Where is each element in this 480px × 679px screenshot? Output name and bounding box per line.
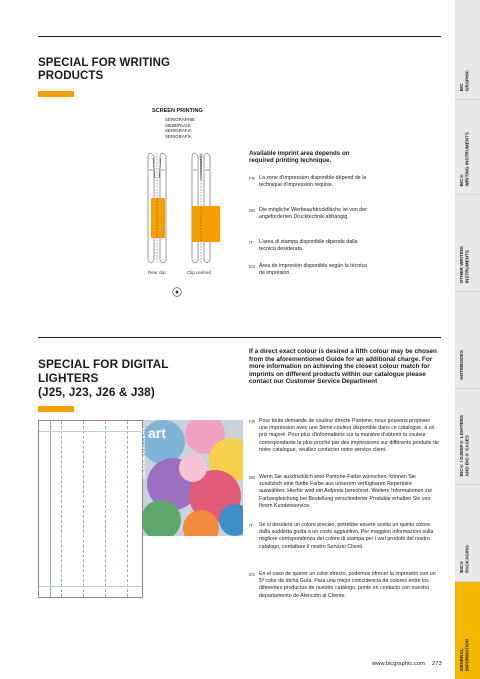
sidebar-tab-general-information[interactable] [455, 582, 480, 679]
section1-title-line2: PRODUCTS [38, 70, 104, 82]
lang-code: ES [249, 264, 256, 269]
sidebar-tab-label: BIC® PACKAGING [459, 545, 470, 573]
sidebar-tab-label: OTHER WRITING INSTRUMENTS [459, 245, 470, 283]
top-rule [38, 36, 441, 37]
lang-code: DE [249, 475, 256, 480]
lang-code: ES [249, 572, 256, 577]
lighter-template [38, 420, 143, 598]
sidebar-tab-other-writing-instruments[interactable] [455, 195, 480, 292]
section2-lang-it [249, 522, 439, 551]
rear-clip-pens [148, 153, 166, 263]
sidebar-tab-notebooks[interactable] [455, 292, 480, 389]
sidebar-tab-bic-writing-instruments[interactable] [455, 100, 480, 195]
section2-title-line1: SPECIAL FOR DIGITAL [38, 357, 169, 371]
footer-page-number: 273 [432, 661, 442, 667]
section1-lang-fr [249, 175, 369, 189]
lang-text: Wenn Sie ausdrücklich eine Pantone-Farbe wünschen, können Sie zusätzlich eine fünfte Farbe aus unserem verfügbaren Repertoire auswählen. Hierfür wird ein Aufpreis berechnet. Weitere Informationen zur Farbangleichung bei Bestellung verschiedener Produkte erhalten Sie von Ihrem Kundenservice. [259, 474, 433, 509]
sidebar-tab-bic-packaging[interactable] [455, 485, 480, 582]
lang-text: La zone d'impression disponible dépend de la technique d'impression requise. [259, 175, 367, 189]
lang-code: IT [249, 240, 253, 245]
template-band [39, 431, 142, 432]
section1-lang-es [249, 263, 369, 277]
section2-note: If a direct exact colour is desired a fifth colour may be chosen from the aforementioned Guide for an additional charge. For more information on achieving the closest colour match for imprints on different products within our catalogue please contact our Customer Service Department [249, 348, 437, 386]
screen-printing-title: SCREEN PRINTING [152, 108, 203, 114]
template-band [39, 586, 142, 587]
lang-text: Pour toute demande de couleur directe Pantone, nous pouvons proposer une impression avec une 5ème couleur disponible dans ce catalogue, à un prix majoré. Pour plus d'informations sur la manière d'obtenir la couleur correspondante la plus proche par des impressions sur différents produits de notre catalogue, veuillez contacter notre service client. [259, 418, 439, 453]
section1-lang-de [249, 207, 369, 221]
pen-drawings [140, 150, 230, 268]
section2-lang-es [249, 571, 439, 600]
sidebar-tab-label: GENERAL INFORMATION [459, 638, 470, 671]
caption-rear-clip: Rear clip [148, 270, 166, 275]
sidebar-tab-bic-graphic[interactable] [455, 0, 480, 100]
lang-code: FR [249, 419, 255, 424]
template-strip [39, 421, 51, 597]
sidebar-tab-label: BIC® WRITING INSTRUMENTS [459, 131, 470, 186]
screen-print-icon [172, 287, 182, 297]
section1-title [38, 57, 170, 83]
sidebar-tab-label: BIC® / DJEEP® LIGHTERS AND BIC® CASES [459, 414, 470, 476]
template-col [127, 421, 128, 597]
section2-lang-fr [249, 418, 439, 454]
template-col [105, 421, 106, 597]
sidebar-tab-label: BIC GRAPHIC [459, 69, 470, 91]
lang-code: DE [249, 208, 256, 213]
lang-text: Die mögliche Werbeaufdruckfläche ist von der angeforderten Drucktechnik abhängig. [259, 207, 367, 221]
printing-lang: SÉRIGRAPHIE [165, 117, 196, 122]
section2-title-line3: (J25, J23, J26 & J38) [38, 385, 155, 399]
template-col [83, 421, 84, 597]
printing-lang: SERIGRAFÍA [165, 133, 192, 139]
section1-lang-it [249, 239, 369, 253]
art-design-gallery-label: DESIGN GALLERY [141, 426, 147, 478]
section2-accent-bar [38, 406, 74, 412]
section2-title [38, 357, 169, 399]
section1-title-line1: SPECIAL FOR WRITING [38, 57, 171, 69]
lang-text: L'area di stampa disponibile dipende dalla tecnica desiderata. [259, 239, 358, 253]
lang-code: FR [249, 176, 255, 181]
printing-lang: SIEBDRUCK [165, 122, 191, 128]
middle-rule [38, 337, 441, 338]
art-logo: art [148, 425, 166, 441]
section1-accent-bar [38, 91, 74, 97]
section2-lang-de [249, 474, 439, 510]
screen-printing-translations [165, 117, 195, 139]
section2-title-line2: LIGHTERS [38, 371, 99, 385]
sidebar [455, 0, 480, 679]
lang-code: IT [249, 523, 253, 528]
printing-lang: SERIGRAFIA [165, 128, 192, 134]
lang-text: Área de impresión disponible según la técnica de impresión. [259, 263, 368, 277]
footer-website[interactable]: www.bicgraphic.com [372, 661, 425, 667]
lang-text: En el caso de querer un color directo, podemos ofrecer la impresión con un 5º color de dicha Guía. Para una mejor coincidencia de colores entre los diferentes productos de nuestro catálogo, ponte en contacto con nuestro departamento de Atención al Cliente. [259, 571, 436, 599]
sidebar-tab-lighters-and-cases[interactable] [455, 389, 480, 485]
template-col [61, 421, 62, 597]
section1-note: Available imprint area depends on required printing technique. [249, 150, 350, 165]
lang-text: Se si desidera un colore preciso, potrebbe essere scelto un quinto colore dalla suddetta guida a un costo aggiuntivo. Per maggiori informazioni sulla migliore corrispondenza del colore di stampa per i vari prodotti del nostro catalogo, contattare il nostro Servizio Clienti. [259, 522, 434, 550]
sidebar-tab-label: NOTEBOOKS [459, 350, 464, 380]
caption-clip-centred: Clip centred [187, 270, 212, 275]
clip-centred-pens [192, 153, 220, 263]
